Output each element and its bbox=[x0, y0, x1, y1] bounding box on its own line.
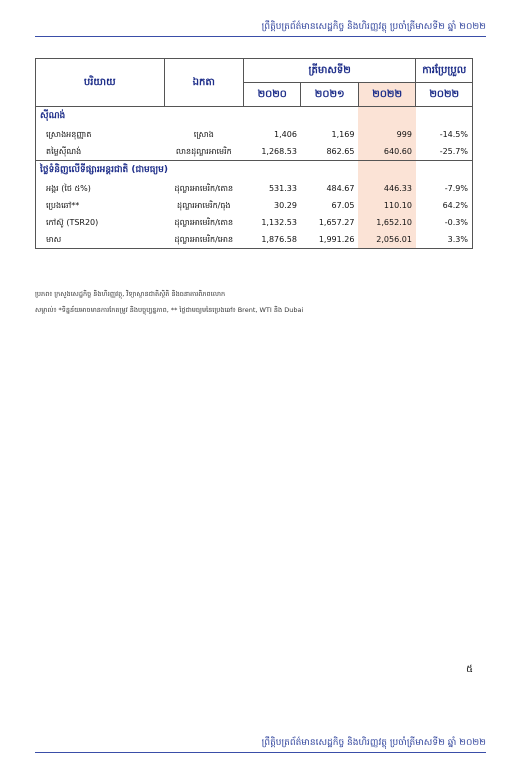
col-header-item: បរិយាយ bbox=[36, 59, 165, 107]
col-header-change: ការប្រែប្រួល bbox=[416, 59, 473, 83]
col-header-year-2022: ២០២២ bbox=[358, 83, 415, 107]
col-header-year-2020: ២០២០ bbox=[243, 83, 300, 107]
row-item: កៅស៊ូ (TSR20) bbox=[36, 214, 165, 231]
row-unit: លានដុល្លារអាមេរិក bbox=[175, 146, 232, 156]
row-change: -14.5% bbox=[416, 126, 473, 143]
running-header: ព្រឹត្តិបត្រព័ត៌មានសេដ្ឋកិច្ច និងហិរញ្ញវត្ថុ ប្រចាំត្រីមាសទី២ ឆ្នាំ ២០២២ bbox=[35, 18, 486, 37]
row-change: 64.2% bbox=[416, 197, 473, 214]
section-title: ស៊ីណង់ bbox=[36, 107, 165, 127]
row-value-2021: 1,657.27 bbox=[318, 218, 355, 227]
row-value-2022: 1,652.10 bbox=[358, 214, 415, 231]
section-title: ថ្លៃទំនិញលើទីផ្សារអន្តរជាតិ (ជាមធ្យម) bbox=[36, 161, 244, 181]
table-row bbox=[36, 143, 473, 161]
row-unit: ដុល្លារអាមេរិក/អោន bbox=[164, 231, 243, 249]
row-value-2020: 30.29 bbox=[274, 201, 297, 210]
row-value-2020: 1,876.58 bbox=[243, 231, 300, 249]
data-table bbox=[35, 58, 473, 249]
row-value-2020: 1,132.53 bbox=[261, 218, 297, 227]
row-change: -7.9% bbox=[416, 180, 473, 197]
col-header-unit: ឯកតា bbox=[164, 59, 243, 107]
row-item: មាស bbox=[36, 231, 165, 249]
table-row bbox=[36, 214, 473, 231]
table-source: ប្រភព៖ ក្រសួងសេដ្ឋកិច្ច និងហិរញ្ញវត្ថុ, វិទ្យាស្ថានជាតិស្ថិតិ និងធនាគារពិភពលោក bbox=[35, 290, 226, 298]
row-value-2022: 2,056.01 bbox=[358, 231, 415, 249]
row-change: -0.3% bbox=[416, 214, 473, 231]
row-item: តម្លៃស៊ីណង់ bbox=[36, 143, 165, 161]
row-value-2021: 1,169 bbox=[331, 130, 355, 139]
table-row bbox=[36, 126, 473, 143]
row-change: -25.7% bbox=[416, 143, 473, 161]
row-unit: ស្រោង bbox=[193, 129, 214, 139]
row-value-2021: 862.65 bbox=[326, 147, 355, 156]
row-item: ស្រោងអនុញ្ញាត bbox=[36, 126, 165, 143]
table-note: សម្គាល់៖ *ទិន្នន័យអាចមានការកែតម្រូវ និងបច្ចុប្បន្នភាព, ** ថ្លៃជាមធ្យមនៃប្រេងឆៅ៖ Brent, WTI និង Dubai bbox=[35, 306, 304, 314]
table-row bbox=[36, 180, 473, 197]
row-value-2022: 446.33 bbox=[358, 180, 415, 197]
table-row bbox=[36, 197, 473, 214]
row-value-2020: 1,268.53 bbox=[261, 147, 297, 156]
row-value-2022: 640.60 bbox=[358, 143, 415, 161]
row-change: 3.3% bbox=[416, 231, 473, 249]
row-value-2020: 531.33 bbox=[268, 184, 297, 193]
row-item: អង្ករ (ថៃ ៥%) bbox=[36, 180, 165, 197]
page-number: ៥ bbox=[466, 664, 474, 675]
row-unit: ដុល្លារអាមេរិក/តោន bbox=[174, 217, 234, 227]
running-footer: ព្រឹត្តិបត្រព័ត៌មានសេដ្ឋកិច្ច និងហិរញ្ញវត្ថុ ប្រចាំត្រីមាសទី២ ឆ្នាំ ២០២២ bbox=[35, 734, 486, 753]
table-row bbox=[36, 231, 473, 249]
row-value-2022: 999 bbox=[358, 126, 415, 143]
row-item: ប្រេងឆៅ** bbox=[36, 197, 165, 214]
section-header-commodities bbox=[36, 161, 473, 181]
row-unit: ដុល្លារអាមេរិក/ធុង bbox=[177, 200, 231, 210]
row-value-2021: 1,991.26 bbox=[301, 231, 358, 249]
row-value-2022: 110.10 bbox=[358, 197, 415, 214]
row-value-2021: 484.67 bbox=[326, 184, 355, 193]
col-header-year-2021: ២០២១ bbox=[301, 83, 358, 107]
row-unit: ដុល្លារអាមេរិក/តោន bbox=[174, 183, 234, 193]
section-header-construction bbox=[36, 107, 473, 127]
col-header-change-year: ២០២២ bbox=[416, 83, 473, 107]
row-value-2021: 67.05 bbox=[331, 201, 355, 210]
col-header-q2: ត្រីមាសទី២ bbox=[243, 59, 415, 83]
row-value-2020: 1,406 bbox=[274, 130, 297, 139]
